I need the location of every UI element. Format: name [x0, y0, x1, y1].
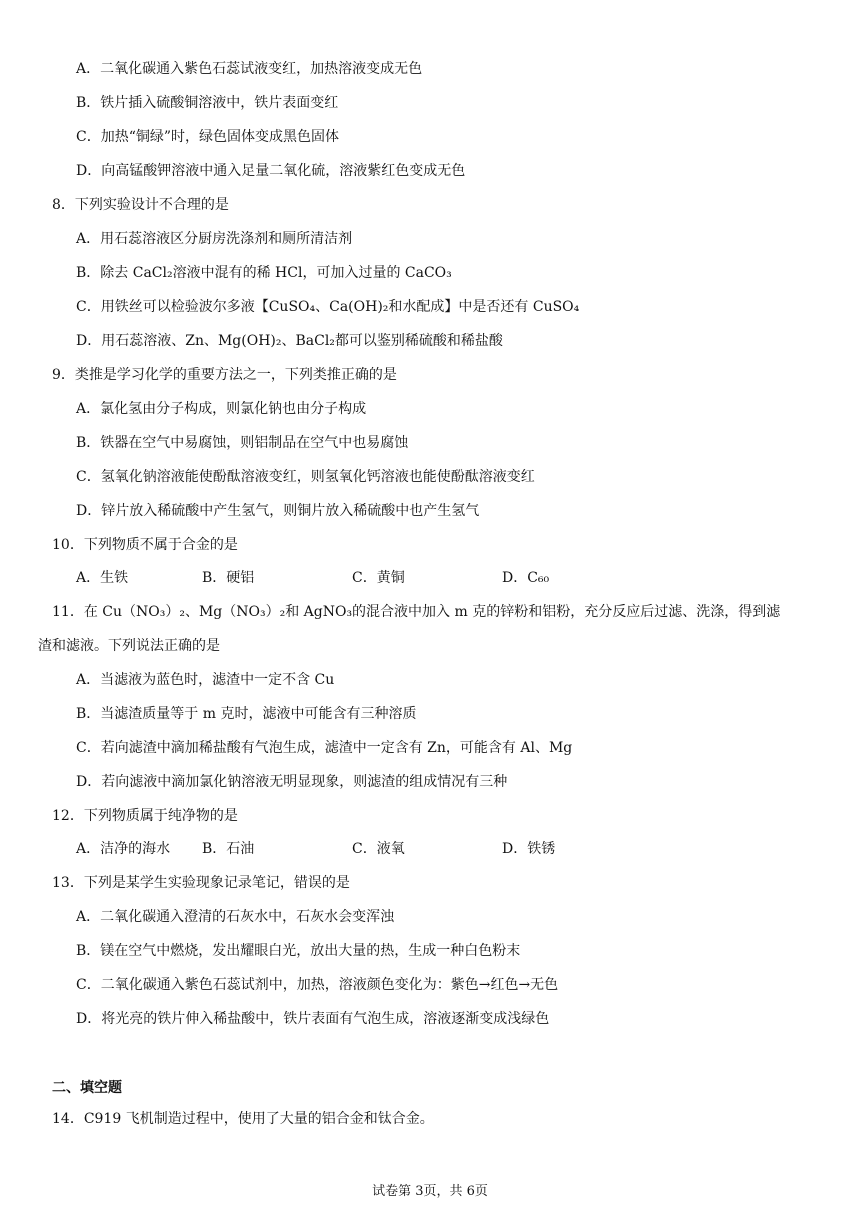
q12-options	[76, 839, 776, 859]
page-footer: 试卷第 3页，共 6页	[372, 1184, 488, 1199]
q11-option-d: D．若向滤液中滴加氯化钠溶液无明显现象，则滤渣的组成情况有三种	[76, 774, 508, 790]
q13-option-a: A．二氧化碳通入澄清的石灰水中，石灰水会变浑浊	[76, 909, 395, 925]
q10-options	[76, 568, 776, 588]
q14-stem: 14．C919 飞机制造过程中，使用了大量的铝合金和钛合金。	[52, 1111, 434, 1127]
q9-option-b: B．铁器在空气中易腐蚀，则铝制品在空气中也易腐蚀	[76, 435, 409, 451]
q7-option-b: B．铁片插入硫酸铜溶液中，铁片表面变红	[76, 95, 339, 111]
q9-option-d: D．锌片放入稀硫酸中产生氢气，则铜片放入稀硫酸中也产生氢气	[76, 503, 480, 519]
q11-option-b: B．当滤渣质量等于 m 克时，滤液中可能含有三种溶质	[76, 706, 417, 722]
q12-option-c: C．液氧	[352, 841, 405, 857]
q9-stem: 9．类推是学习化学的重要方法之一，下列类推正确的是	[52, 367, 397, 383]
q12-option-b: B．石油	[202, 841, 255, 857]
q10-option-a: A．生铁	[76, 570, 129, 586]
q8-option-b: B．除去 CaCl₂溶液中混有的稀 HCl，可加入过量的 CaCO₃	[76, 265, 452, 281]
q12-option-a: A．洁净的海水	[76, 841, 171, 857]
q10-option-c: C．黄铜	[352, 570, 405, 586]
q10-option-b: B．硬铝	[202, 570, 255, 586]
q13-option-b: B．镁在空气中燃烧，发出耀眼白光，放出大量的热，生成一种白色粉末	[76, 943, 521, 959]
q11-option-a: A．当滤液为蓝色时，滤渣中一定不含 Cu	[76, 672, 335, 688]
q8-stem: 8．下列实验设计不合理的是	[52, 197, 229, 213]
q8-option-c: C．用铁丝可以检验波尔多液【CuSO₄、Ca(OH)₂和水配成】中是否还有 CuSO₄	[76, 299, 580, 315]
q8-option-d: D．用石蕊溶液、Zn、Mg(OH)₂、BaCl₂都可以鉴别稀硫酸和稀盐酸	[76, 333, 503, 349]
q11-stem-line2: 渣和滤液。下列说法正确的是	[38, 638, 220, 654]
q9-option-a: A．氯化氢由分子构成，则氯化钠也由分子构成	[76, 401, 367, 417]
q7-option-d: D．向高锰酸钾溶液中通入足量二氧化硫，溶液紫红色变成无色	[76, 163, 466, 179]
q13-option-c: C．二氧化碳通入紫色石蕊试剂中，加热，溶液颜色变化为：紫色→红色→无色	[76, 977, 559, 993]
q7-option-c: C．加热“铜绿”时，绿色固体变成黑色固体	[76, 129, 340, 145]
q11-stem-line1: 11．在 Cu（NO₃）₂、Mg（NO₃）₂和 AgNO₃的混合液中加入 m 克的锌粉和铝粉，充分反应后过滤、洗涤，得到滤	[52, 604, 781, 620]
q12-stem: 12．下列物质属于纯净物的是	[52, 808, 238, 824]
q13-option-d: D．将光亮的铁片伸入稀盐酸中，铁片表面有气泡生成，溶液逐渐变成浅绿色	[76, 1011, 550, 1027]
q8-option-a: A．用石蕊溶液区分厨房洗涤剂和厕所清洁剂	[76, 231, 353, 247]
q9-option-c: C．氢氧化钠溶液能使酚酞溶液变红，则氢氧化钙溶液也能使酚酞溶液变红	[76, 469, 535, 485]
q13-stem: 13．下列是某学生实验现象记录笔记，错误的是	[52, 875, 350, 891]
section-title: 二、填空题	[52, 1080, 122, 1096]
q10-stem: 10．下列物质不属于合金的是	[52, 537, 238, 553]
q11-option-c: C．若向滤渣中滴加稀盐酸有气泡生成，滤渣中一定含有 Zn，可能含有 Al、Mg	[76, 740, 573, 756]
q7-option-a: A．二氧化碳通入紫色石蕊试液变红，加热溶液变成无色	[76, 61, 423, 77]
q12-option-d: D．铁锈	[502, 841, 556, 857]
q10-option-d: D．C₆₀	[502, 570, 550, 586]
